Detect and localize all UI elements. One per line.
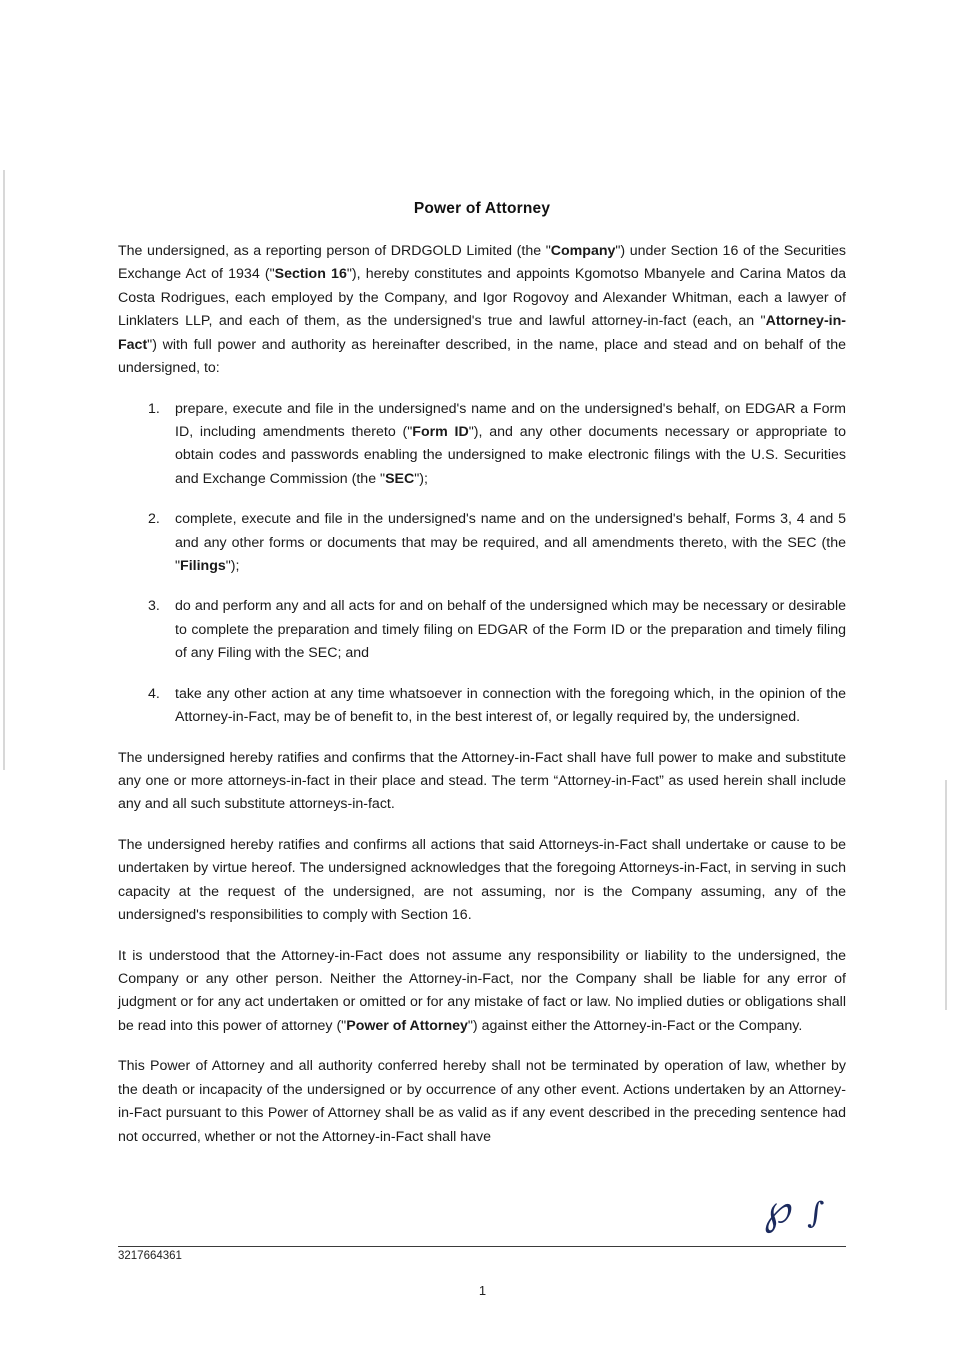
intro-paragraph xyxy=(118,240,846,381)
closing-c-text-1: It is understood that the Attorney-in-Fact does not assume any responsibility or liability to the undersigned, the Company or any other person. Neither the Attorney-in-Fact, nor the Company shall be liable for any error of judgment or for any act undertaken or omitted or for any mistake of fact or law. No implied duties or obligations shall be read into this power of attorney (" xyxy=(118,947,846,1034)
list-item-text-1: prepare, execute and file in the undersigned's name and on the undersigned's behalf, on EDGAR a Form ID, including amendments thereto (" xyxy=(175,400,846,440)
document-id: 3217664361 xyxy=(118,1250,182,1262)
list-item-text-1: complete, execute and file in the undersigned's name and on the undersigned's behalf, Forms 3, 4 and 5 and any other forms or documents that may be required, and all amendments thereto, with the SEC (the " xyxy=(175,511,846,575)
document-body xyxy=(118,200,846,1166)
closing-paragraph-d: This Power of Attorney and all authority conferred hereby shall not be terminated by operation of law, whether by the death or incapacity of the undersigned or by occurrence of any other event. Actions undertaken by an Attorney-in-Fact pursuant to this Power of Attorney shall be as valid as if any event described in the preceding sentence had not occurred, whether or not the Attorney-in-Fact shall have xyxy=(118,1058,846,1145)
term-company: Company xyxy=(550,243,616,259)
intro-text-2: ") under Section 16 of the Securities Exchange Act of 1934 (" xyxy=(118,243,846,283)
list-item-text-1: take any other action at any time whatsoever in connection with the foregoing which, in the opinion of the Attorney-in-Fact, may be of benefit to, in the best interest of, or legally required by, the undersigned. xyxy=(175,685,846,726)
term-attorney-in-fact: Attorney-in-Fact xyxy=(118,313,846,353)
term-section-16: Section 16 xyxy=(274,266,347,283)
scan-artifact-right xyxy=(945,780,947,1010)
signature-initial-icon: ℘ xyxy=(758,1185,793,1235)
signature-mark xyxy=(758,1185,882,1250)
closing-c-text-2: ") against either the Attorney-in-Fact or the Company. xyxy=(467,1017,803,1034)
list-item xyxy=(118,683,846,730)
closing-paragraph-a: The undersigned hereby ratifies and confirms that the Attorney-in-Fact shall have full power to make and substitute any one or more attorneys-in-fact in their place and stead. The term “Attorney-in-Fact” as used herein shall include any and all such substitute attorneys-in-fact. xyxy=(118,749,846,813)
closing-paragraph-c xyxy=(118,945,846,1039)
term-power-of-attorney: Power of Attorney xyxy=(346,1017,468,1034)
list-item-text-1: do and perform any and all acts for and on behalf of the undersigned which may be necessary or desirable to complete the preparation and timely filing on EDGAR of the Form ID or the preparation and timely filing of any Filing with the SEC; and xyxy=(175,598,846,662)
footer-divider xyxy=(118,1246,846,1247)
list-item-number: 4. xyxy=(148,685,160,702)
intro-text-1: The undersigned, as a reporting person of DRDGOLD Limited (the " xyxy=(118,243,551,259)
signature-flourish-icon: ∫ xyxy=(806,1195,825,1232)
list-item xyxy=(118,595,846,665)
intro-text-4: ") with full power and authority as hereinafter described, in the name, place and stead and on behalf of the undersigned, to: xyxy=(118,336,846,377)
list-item-number: 2. xyxy=(148,511,160,528)
list-item xyxy=(118,398,846,492)
list-item-bold-1: Filings xyxy=(180,558,226,575)
list-item-text-2: "), and any other documents necessary or appropriate to obtain codes and passwords enabling the undersigned to make electronic filings with the U.S. Securities and Exchange Commission (the " xyxy=(175,423,847,487)
list-item xyxy=(118,508,846,578)
list-item-text-2: "); xyxy=(225,558,240,575)
page-title: Power of Attorney xyxy=(413,200,551,217)
numbered-list xyxy=(118,398,846,730)
closing-paragraph-b: The undersigned hereby ratifies and confirms all actions that said Attorneys-in-Fact shall undertake or cause to be undertaken by virtue hereof. The undersigned acknowledges that the foregoing Attorneys-in-Fact, in serving in such capacity at the request of the undersigned, are not assuming, nor is the Company assuming, any of the undersigned's responsibilities to comply with Section 16. xyxy=(118,836,846,924)
list-item-text-3: "); xyxy=(414,470,428,487)
list-item-number: 1. xyxy=(148,400,160,417)
scan-artifact-left xyxy=(3,170,5,770)
page-number: 1 xyxy=(478,1283,487,1298)
intro-text-3: "), hereby constitutes and appoints Kgomotso Mbanyele and Carina Matos da Costa Rodrigues, each employed by the Company, and Igor Rogovoy and Alexander Whitman, each a lawyer of Linklaters LLP, and each of them, as the undersigned's true and lawful attorney-in-fact (each, an " xyxy=(118,266,846,330)
list-item-number: 3. xyxy=(148,598,160,615)
list-item-bold-2: SEC xyxy=(385,470,415,487)
list-item-bold-1: Form ID xyxy=(412,423,469,440)
